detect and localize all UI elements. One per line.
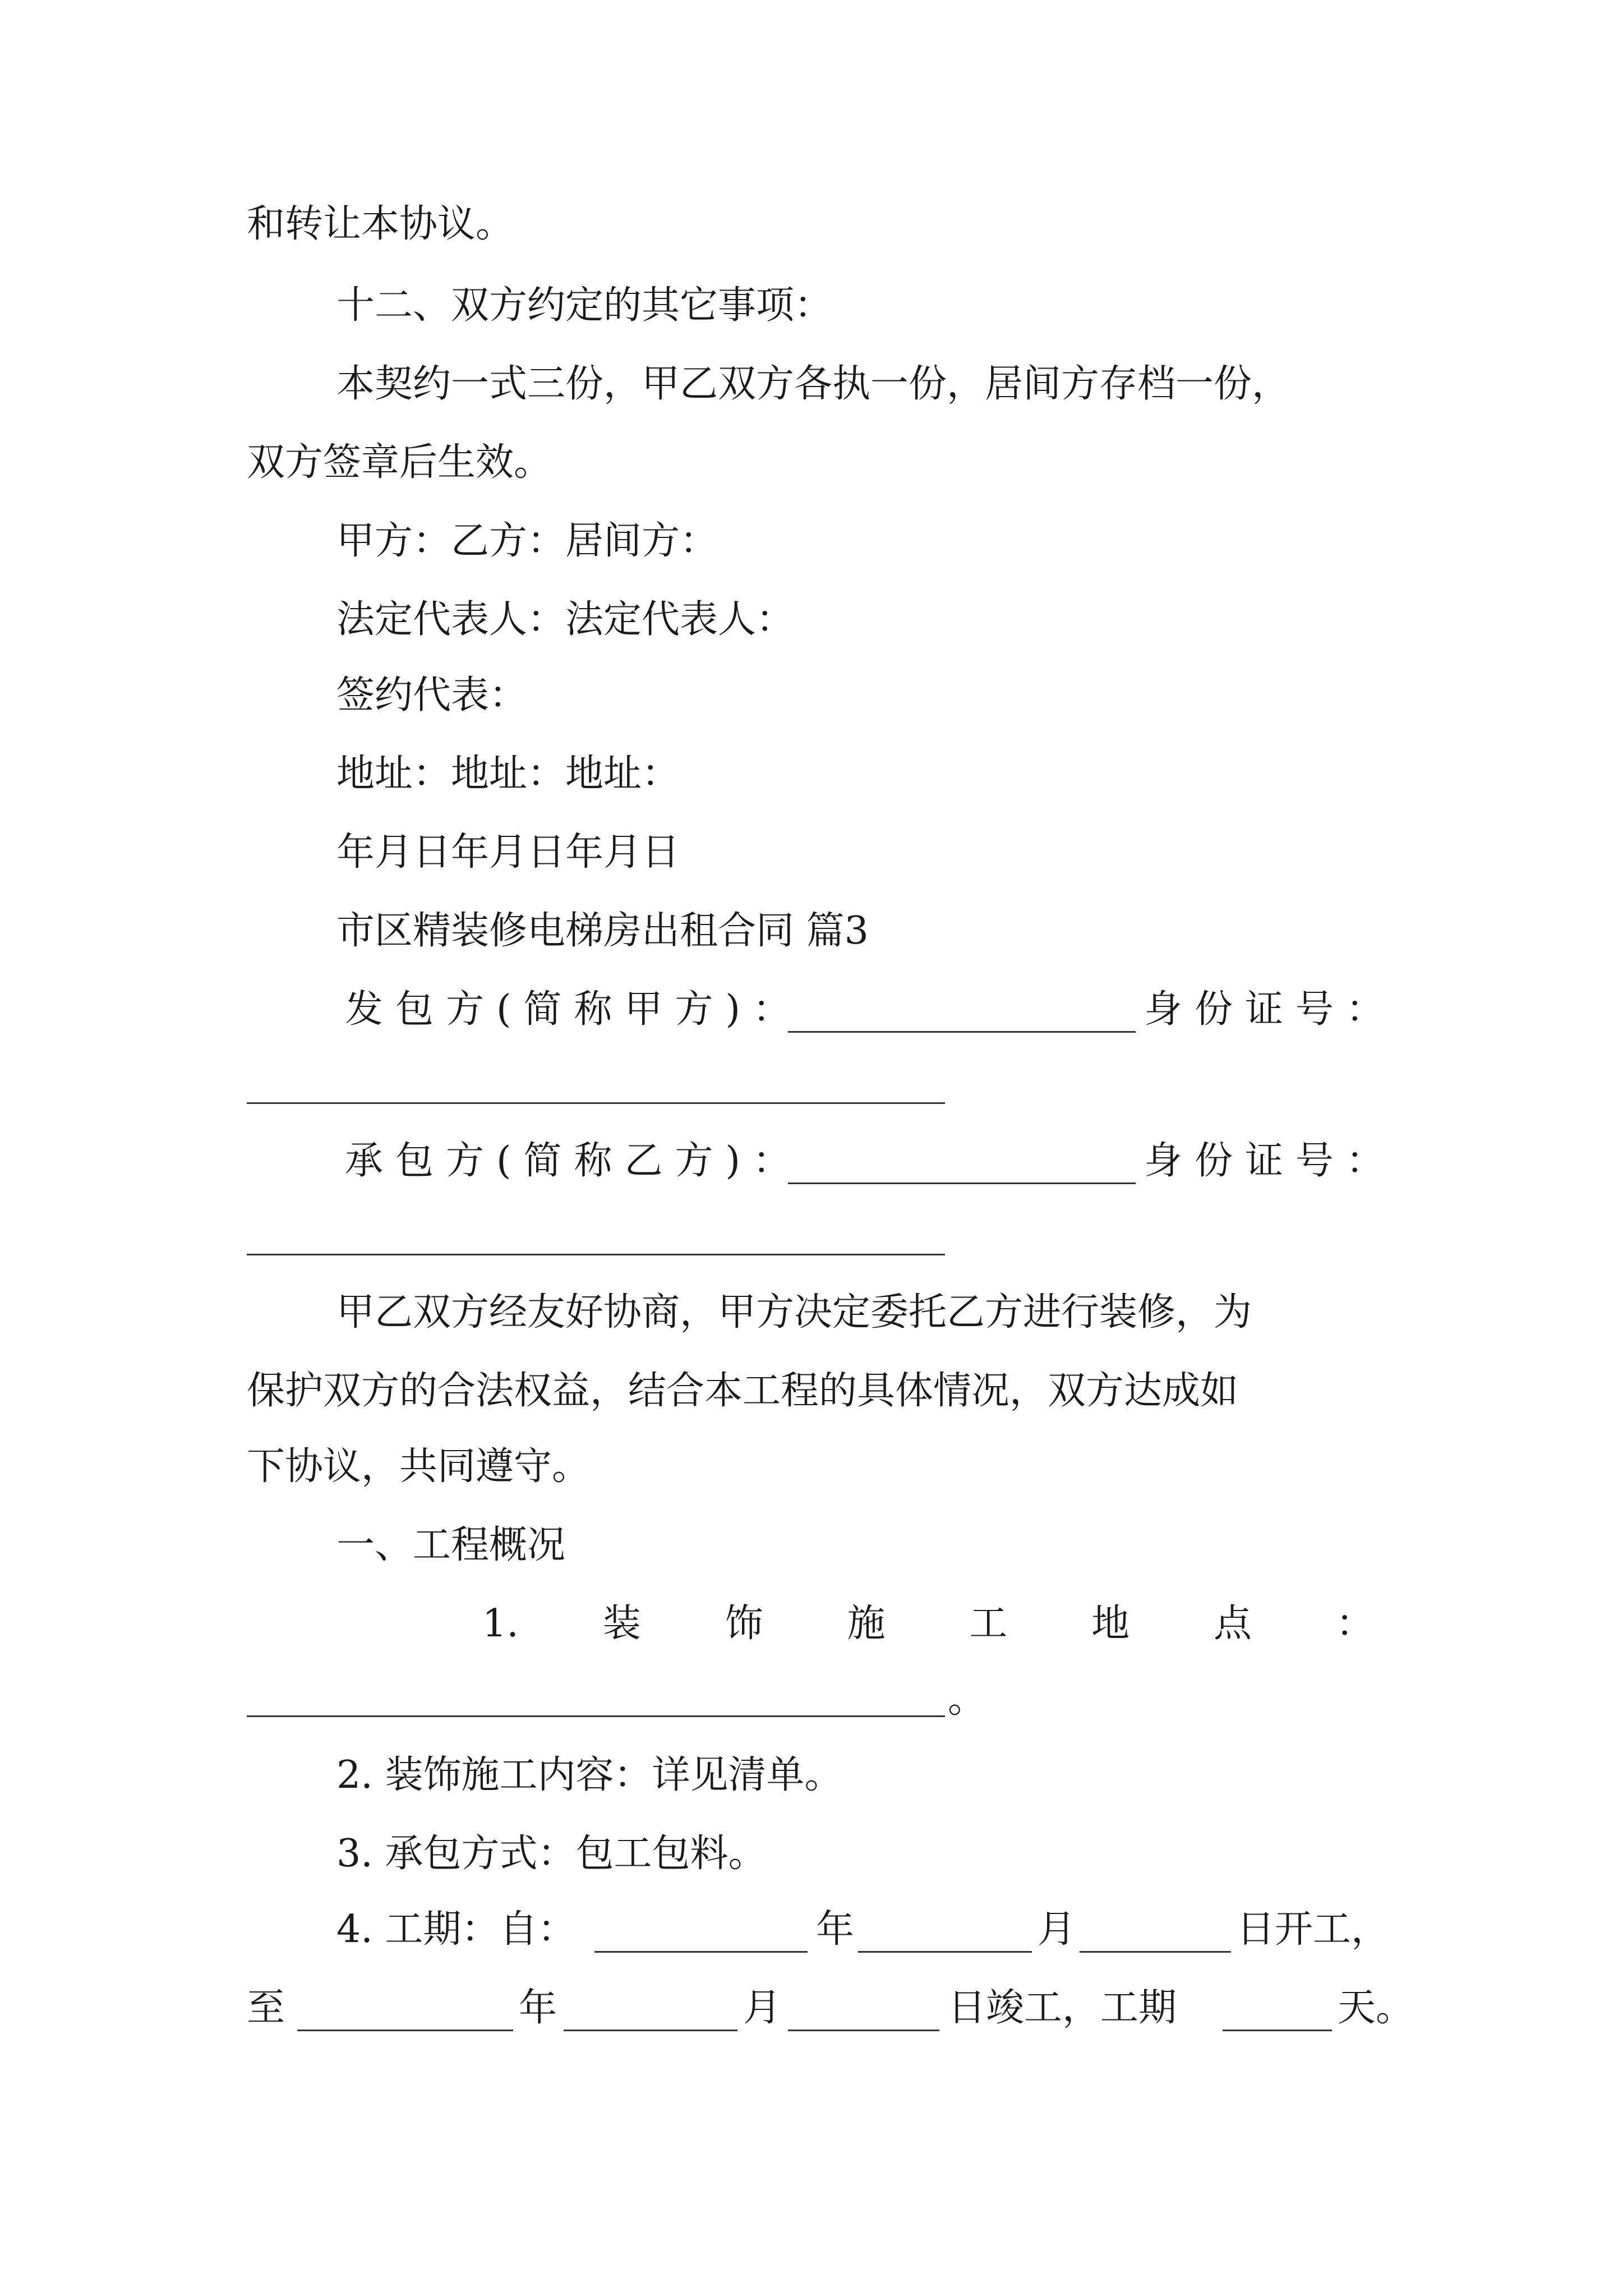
- spread-char: 饰: [725, 1602, 763, 1646]
- contractor-id-blank: [247, 1254, 945, 1255]
- site-location-label: [247, 1599, 1374, 1649]
- spread-char: 地: [1091, 1602, 1130, 1646]
- to-label: 至: [247, 1986, 285, 2030]
- text-line: 本契约一式三份，甲乙双方各执一份，居间方存档一份，: [336, 362, 1290, 406]
- days-label: 天。: [1338, 1986, 1414, 2030]
- year-label: 年: [519, 1986, 557, 2030]
- start-work-label: 日开工，: [1237, 1907, 1390, 1952]
- schedule-start-label: 4. 工期：自：: [336, 1907, 576, 1952]
- start-year-blank: [594, 1951, 808, 1953]
- contract-title: 市区精装修电梯房出租合同 篇3: [336, 909, 869, 953]
- text-line: 保护双方的合法权益，结合本工程的具体情况，双方达成如: [247, 1369, 1239, 1413]
- signature-parties: 甲方：乙方：居间方：: [336, 519, 718, 563]
- employer-id-blank: [247, 1102, 945, 1104]
- addresses: 地址：地址：地址：: [336, 752, 680, 796]
- employer-label: 发包方(简称甲方)：: [345, 987, 804, 1032]
- spread-char: 装: [602, 1602, 641, 1646]
- site-location-blank: [247, 1715, 945, 1717]
- month-label: 月: [1038, 1907, 1076, 1952]
- spread-char: 点: [1214, 1602, 1252, 1646]
- spread-char: 工: [969, 1602, 1008, 1646]
- legal-representatives: 法定代表人：法定代表人：: [336, 597, 795, 642]
- end-month-blank: [564, 2030, 737, 2031]
- end-day-blank: [788, 2030, 939, 2031]
- spread-char: ：: [1335, 1602, 1374, 1646]
- construction-content: 2. 装饰施工内容：详见清单。: [336, 1753, 843, 1797]
- start-day-blank: [1080, 1951, 1231, 1953]
- duration-blank: [1223, 2030, 1332, 2031]
- text-line: 甲乙双方经友好协商，甲方决定委托乙方进行装修，为: [336, 1290, 1252, 1335]
- contractor-id-label: 身份证号：: [1144, 1139, 1397, 1183]
- start-month-blank: [858, 1951, 1032, 1953]
- text-line: 和转让本协议。: [247, 202, 514, 246]
- year-label: 年: [816, 1907, 855, 1952]
- contractor-name-blank: [788, 1182, 1136, 1184]
- signing-representative: 签约代表：: [336, 673, 528, 717]
- section-heading: 一、工程概况: [336, 1523, 566, 1567]
- item-number: 1.: [482, 1602, 519, 1646]
- employer-id-label: 身份证号：: [1144, 987, 1397, 1032]
- period-mark: 。: [948, 1677, 986, 1722]
- section-heading: 十二、双方约定的其它事项：: [336, 283, 833, 328]
- end-year-blank: [297, 2030, 513, 2031]
- month-label: 月: [743, 1986, 782, 2030]
- dates: 年月日年月日年月日: [336, 830, 680, 875]
- contractor-label: 承包方(简称乙方)：: [345, 1139, 804, 1183]
- text-line: 下协议，共同遵守。: [247, 1444, 591, 1489]
- spread-char: 施: [847, 1602, 886, 1646]
- text-line: 双方签章后生效。: [247, 440, 552, 485]
- employer-name-blank: [788, 1031, 1136, 1033]
- contract-method: 3. 承包方式：包工包料。: [336, 1832, 767, 1876]
- completion-label: 日竣工，工期: [948, 1986, 1177, 2030]
